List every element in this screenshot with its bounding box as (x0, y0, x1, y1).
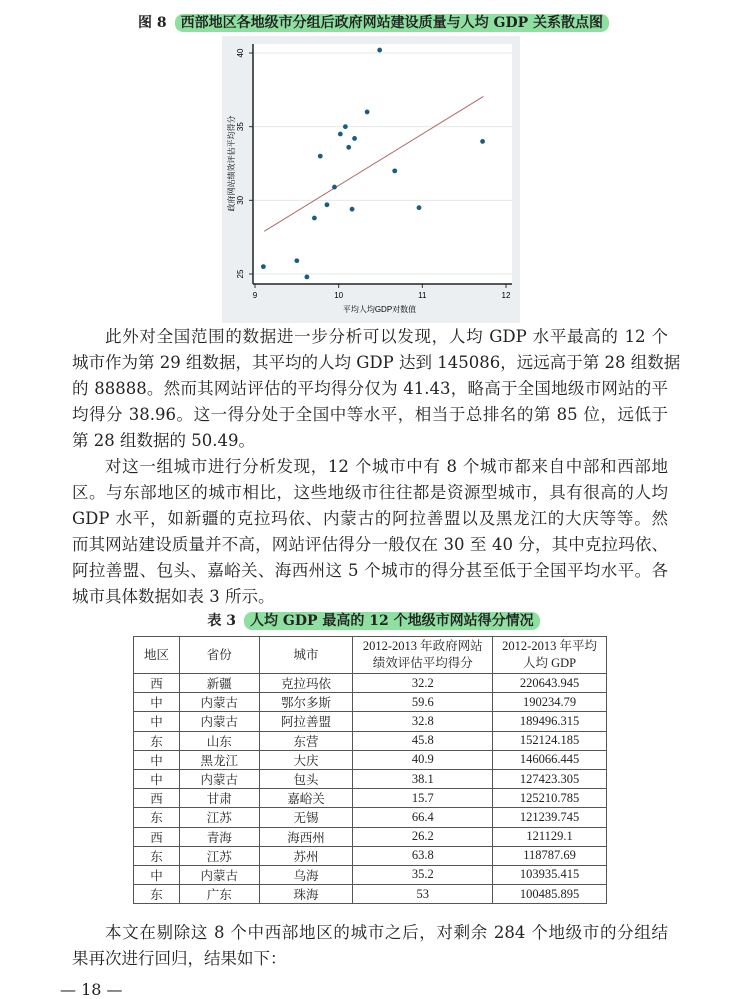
table-row (134, 827, 607, 846)
table-cell: 西 (134, 827, 180, 846)
data-point (304, 275, 309, 280)
table-cell: 无锡 (259, 808, 353, 827)
table-cell: 中 (134, 750, 180, 769)
table-cell: 克拉玛依 (259, 674, 353, 693)
data-point (318, 154, 323, 159)
y-tick-label: 40 (236, 48, 245, 58)
table-cell: 40.9 (353, 750, 493, 769)
table-cell: 63.8 (353, 846, 493, 865)
table-cell: 包头 (259, 769, 353, 788)
table-cell: 38.1 (353, 769, 493, 788)
table-cell: 中 (134, 712, 180, 731)
table-cell: 东 (134, 885, 180, 904)
table-cell: 江苏 (179, 808, 259, 827)
table-row (134, 865, 607, 884)
plot-area (253, 44, 512, 284)
table-cell: 内蒙古 (179, 712, 259, 731)
table-cell: 内蒙古 (179, 865, 259, 884)
table-cell: 中 (134, 693, 180, 712)
table-row (134, 750, 607, 769)
column-header: 城市 (259, 637, 353, 674)
paragraph (72, 324, 681, 454)
figure-caption: 图 8 西部地区各地级市分组后政府网站建设质量与人均 GDP 关系散点图 (0, 12, 747, 32)
x-tick-label: 11 (418, 291, 427, 300)
table-row (134, 885, 607, 904)
table-row (134, 769, 607, 788)
table-cell: 121129.1 (493, 827, 607, 846)
text-line: GDP 水平，如新疆的克拉玛依、内蒙古的阿拉善盟以及黑龙江的大庆等等。然 (72, 509, 668, 528)
data-point (294, 258, 299, 263)
table-cell: 中 (134, 865, 180, 884)
table-cell: 嘉峪关 (259, 789, 353, 808)
table-cell: 59.6 (353, 693, 493, 712)
table-cell: 45.8 (353, 731, 493, 750)
data-point (350, 207, 355, 212)
table-cell: 146066.445 (493, 750, 607, 769)
table-row (134, 731, 607, 750)
paragraph (72, 920, 668, 972)
data-point (365, 110, 370, 115)
table-row (134, 846, 607, 865)
table-cell: 内蒙古 (179, 693, 259, 712)
table-cell: 190234.79 (493, 693, 607, 712)
table-row (134, 808, 607, 827)
table-cell: 阿拉善盟 (259, 712, 353, 731)
y-tick-label: 35 (236, 122, 245, 132)
text-line: 此外对全国范围的数据进一步分析可以发现，人均 GDP 水平最高的 12 个 (105, 327, 668, 346)
table-cell: 乌海 (259, 865, 353, 884)
table-cell: 66.4 (353, 808, 493, 827)
data-point (352, 136, 357, 141)
table-cell: 东 (134, 846, 180, 865)
table-cell: 32.2 (353, 674, 493, 693)
table-cell: 121239.745 (493, 808, 607, 827)
table-cell: 西 (134, 789, 180, 808)
text-line: 本文在剔除这 8 个中西部地区的城市之后，对剩余 284 个地级市的分组结 (105, 923, 668, 942)
x-tick-label: 10 (334, 291, 344, 300)
table-cell: 珠海 (259, 885, 353, 904)
text-line: 果再次进行回归，结果如下： (72, 949, 287, 968)
text-line: 均得分 38.96。这一得分处于全国中等水平，相当于总排名的第 85 位，远低于 (72, 405, 668, 424)
text-line: 城市具体数据如表 3 所示。 (72, 587, 275, 606)
table-row (134, 693, 607, 712)
data-table (133, 636, 607, 904)
table-cell: 大庆 (259, 750, 353, 769)
x-axis-label: 平均人均GDP对数值 (342, 305, 417, 314)
column-header: 2012-2013 年政府网站 绩效评估平均得分 (353, 637, 493, 674)
y-tick-label: 25 (236, 269, 245, 279)
data-point (480, 139, 485, 144)
text-line: 阿拉善盟、包头、嘉峪关、海西州这 5 个城市的得分甚至低于全国平均水平。各 (72, 561, 668, 580)
table-cell: 中 (134, 769, 180, 788)
table-cell: 100485.895 (493, 885, 607, 904)
table-cell: 海西州 (259, 827, 353, 846)
data-point (377, 48, 382, 53)
data-point (346, 145, 351, 150)
table-cell: 广东 (179, 885, 259, 904)
table-caption: 表 3 人均 GDP 最高的 12 个地级市网站得分情况 (0, 610, 747, 630)
data-point (343, 124, 348, 129)
data-point (392, 168, 397, 173)
data-point (312, 216, 317, 221)
table-cell: 189496.315 (493, 712, 607, 731)
chart-svg (222, 36, 520, 323)
table-cell: 黑龙江 (179, 750, 259, 769)
table-row (134, 712, 607, 731)
table-cell: 127423.305 (493, 769, 607, 788)
table-cell: 苏州 (259, 846, 353, 865)
table-cell: 220643.945 (493, 674, 607, 693)
table-row (134, 789, 607, 808)
paragraph (72, 454, 668, 610)
column-header: 2012-2013 年平均 人均 GDP (493, 637, 607, 674)
data-point (338, 132, 343, 137)
table-cell: 西 (134, 674, 180, 693)
table-row (134, 674, 607, 693)
table-cell: 152124.185 (493, 731, 607, 750)
table-cell: 新疆 (179, 674, 259, 693)
table-cell: 东 (134, 731, 180, 750)
table-cell: 东 (134, 808, 180, 827)
table-cell: 103935.415 (493, 865, 607, 884)
table-cell: 内蒙古 (179, 769, 259, 788)
data-point (417, 205, 422, 210)
column-header: 地区 (134, 637, 180, 674)
text-line: 城市作为第 29 组数据，其平均的人均 GDP 达到 145086，远远高于第 28 组数据 (72, 353, 681, 372)
table-cell: 26.2 (353, 827, 493, 846)
text-line: 对这一组城市进行分析发现，12 个城市中有 8 个城市都来自中部和西部地 (105, 457, 668, 476)
table-cell: 甘肃 (179, 789, 259, 808)
table-cell: 15.7 (353, 789, 493, 808)
x-tick-label: 9 (252, 291, 258, 300)
data-point (261, 264, 266, 269)
page-number: — 18 — (60, 980, 123, 999)
text-line: 区。与东部地区的城市相比，这些地级市往往都是资源型城市，具有很高的人均 (72, 483, 668, 502)
table-cell: 118787.69 (493, 846, 607, 865)
x-tick-label: 12 (501, 291, 511, 300)
y-tick-label: 30 (236, 195, 245, 205)
y-axis-label: 政府网站绩效评估平均得分 (227, 115, 236, 212)
table-cell: 125210.785 (493, 789, 607, 808)
text-line: 第 28 组数据的 50.49。 (72, 431, 255, 450)
text-line: 的 88888。然而其网站评估的平均得分仅为 41.43，略高于全国地级市网站的平 (72, 379, 668, 398)
data-point (332, 185, 337, 190)
table-cell: 32.8 (353, 712, 493, 731)
column-header: 省份 (179, 637, 259, 674)
data-point (325, 202, 330, 207)
table-cell: 53 (353, 885, 493, 904)
table-cell: 鄂尔多斯 (259, 693, 353, 712)
scatter-chart (222, 36, 520, 323)
table-cell: 江苏 (179, 846, 259, 865)
table-cell: 35.2 (353, 865, 493, 884)
table-cell: 山东 (179, 731, 259, 750)
table-cell: 青海 (179, 827, 259, 846)
text-line: 而其网站建设质量并不高，网站评估得分一般仅在 30 至 40 分，其中克拉玛依、 (72, 535, 668, 554)
table-cell: 东营 (259, 731, 353, 750)
